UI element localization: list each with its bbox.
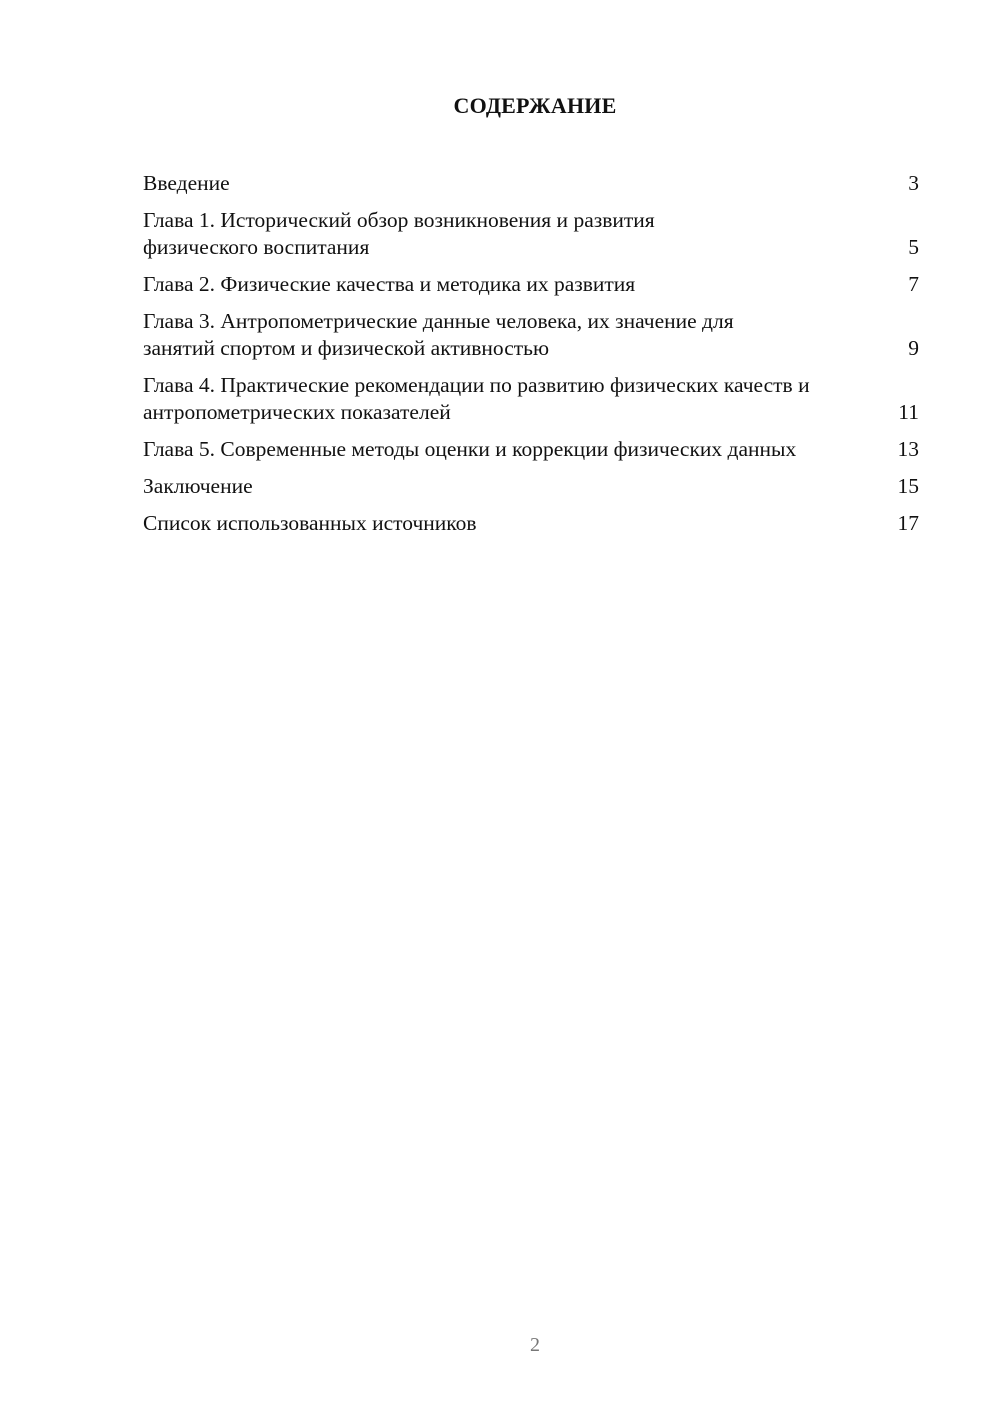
- toc-entry-text: Глава 3. Антропометрические данные человека, их значение для занятий спортом и физической активностью: [143, 309, 734, 360]
- toc-entry-chapter-3: [143, 308, 919, 362]
- page-number: 2: [530, 1334, 540, 1356]
- toc-entry-text: Глава 4. Практические рекомендации по развитию физических качеств и антропометрических показателей: [143, 373, 810, 424]
- toc-entry-page: 11: [898, 400, 919, 424]
- toc-entry-references: [143, 510, 919, 537]
- toc-entry-text: Введение: [143, 171, 230, 195]
- toc-entry-introduction: [143, 170, 919, 197]
- toc-entry-text: Глава 2. Физические качества и методика их развития: [143, 272, 636, 296]
- toc-entry-page: 15: [897, 474, 919, 498]
- toc-entry-chapter-2: [143, 271, 919, 298]
- toc-entry-page: 17: [897, 511, 919, 535]
- toc-entry-page: 5: [908, 235, 919, 259]
- toc-entry-text: Глава 5. Современные методы оценки и коррекции физических данных: [143, 437, 797, 461]
- toc-entry-text: Список использованных источников: [143, 511, 477, 535]
- toc-entry-chapter-1: [143, 207, 919, 261]
- toc-entry-page: 13: [897, 437, 919, 461]
- toc-entry-chapter-4: [143, 372, 919, 426]
- toc-entry-chapter-5: [143, 436, 919, 463]
- table-of-contents: [143, 170, 919, 547]
- page-title: СОДЕРЖАНИЕ: [453, 93, 617, 118]
- toc-entry-text: Глава 1. Исторический обзор возникновения и развития физического воспитания: [143, 208, 655, 259]
- toc-entry-page: 3: [908, 171, 919, 195]
- toc-entry-page: 7: [908, 272, 919, 296]
- toc-entry-conclusion: [143, 473, 919, 500]
- toc-entry-text: Заключение: [143, 474, 253, 498]
- toc-entry-page: 9: [908, 336, 919, 360]
